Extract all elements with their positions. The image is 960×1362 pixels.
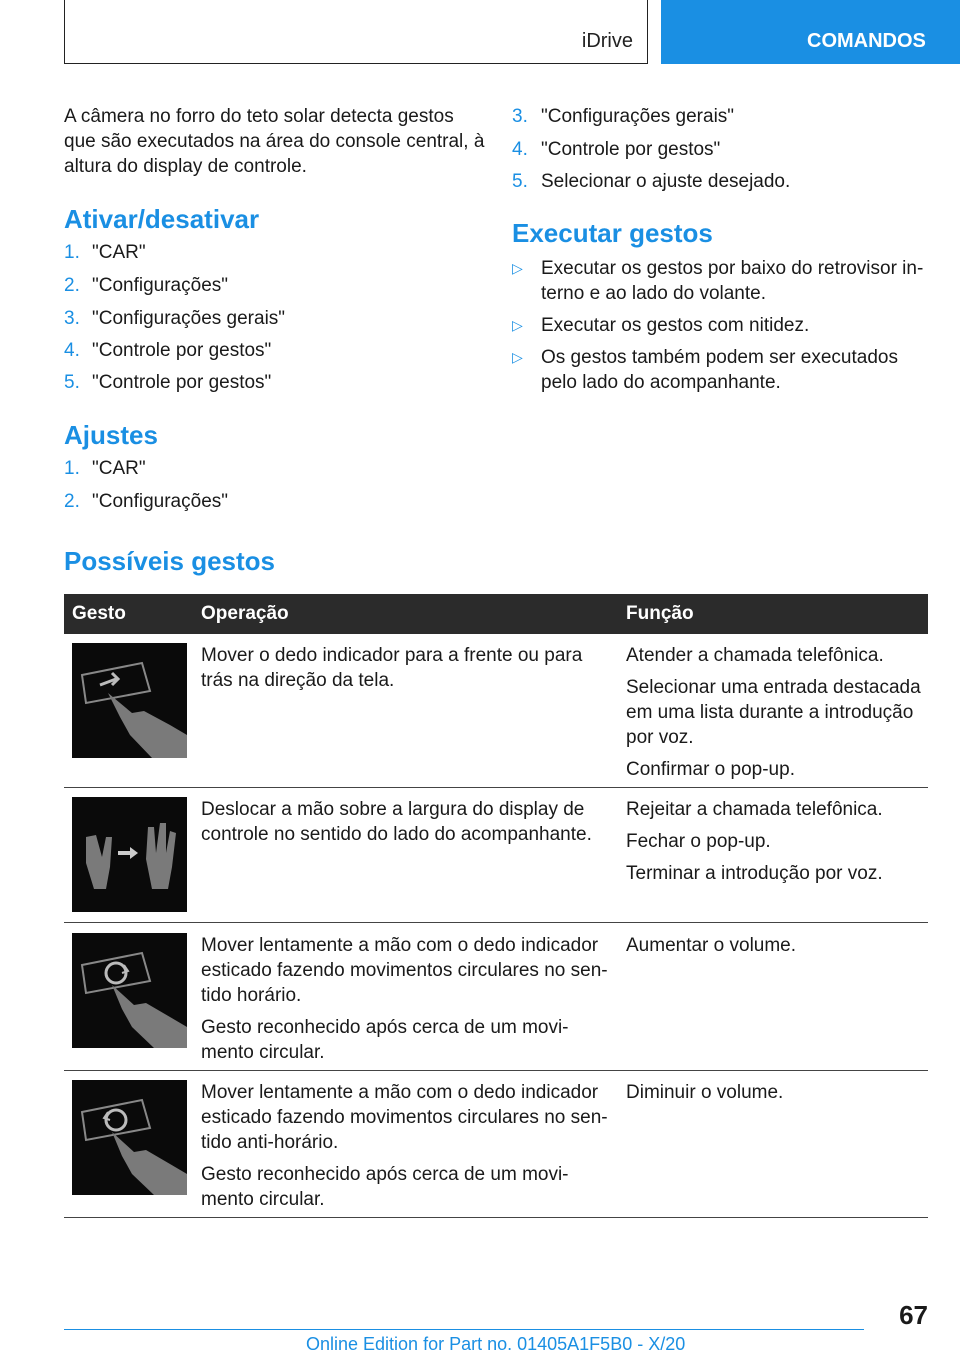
triangle-bullet-icon: ▷ [512, 349, 523, 365]
circle-counterclockwise-gesture-icon [72, 1080, 187, 1195]
list-number: 5. [64, 372, 80, 393]
cell-line: esticado fazendo movimentos circulares no sen- [201, 960, 608, 981]
cell-paragraph [201, 797, 611, 847]
intro-line: A câmera no forro do teto solar detecta gestos [64, 106, 454, 127]
bullet-line: Os gestos também podem ser executados [541, 347, 898, 368]
cell-line: esticado fazendo movimentos circulares no sen- [201, 1107, 608, 1128]
list-text: "Configurações" [92, 491, 229, 512]
cell-paragraph [626, 757, 926, 782]
list-text: "CAR" [92, 242, 146, 263]
cell-line: mento circular. [201, 1042, 325, 1063]
list-text: "Controle por gestos" [92, 340, 272, 361]
cell-paragraph [201, 933, 611, 1008]
header-chapter: COMANDOS [807, 30, 926, 52]
cell-paragraph [626, 829, 926, 854]
triangle-bullet-icon: ▷ [512, 260, 523, 276]
list-item [64, 370, 271, 395]
cell-line: Rejeitar a chamada telefônica. [626, 799, 883, 820]
row-divider [64, 1070, 928, 1071]
hand-swipe-gesture-icon [72, 797, 187, 912]
cell-paragraph [201, 1080, 611, 1155]
list-item [512, 169, 790, 194]
table-cell-operation [201, 933, 611, 1072]
column-header: Gesto [72, 603, 126, 624]
cell-line: controle no sentido do lado do acompanhante. [201, 824, 592, 845]
cell-paragraph [626, 643, 926, 668]
list-item [64, 338, 271, 363]
cell-line: tido anti-horário. [201, 1132, 339, 1153]
cell-paragraph [626, 797, 926, 822]
bullet-line: terno e ao lado do volante. [541, 283, 767, 304]
cell-paragraph [626, 861, 926, 886]
heading-possiveis: Possíveis gestos [64, 546, 275, 576]
heading-ativar: Ativar/desativar [64, 204, 260, 234]
bullet-item [512, 256, 923, 306]
table-cell-function [626, 643, 926, 789]
heading-ajustes: Ajustes [64, 420, 158, 450]
intro-paragraph [64, 104, 484, 179]
list-number: 3. [512, 106, 528, 127]
table-cell-operation [201, 1080, 611, 1219]
list-number: 1. [64, 242, 80, 263]
cell-line: mento circular. [201, 1189, 325, 1210]
list-number: 3. [64, 308, 80, 329]
list-number: 4. [512, 139, 528, 160]
row-divider [64, 922, 928, 923]
column-header: Operação [201, 603, 289, 624]
cell-line: Aumentar o volume. [626, 935, 797, 956]
list-text: "Controle por gestos" [92, 372, 272, 393]
table-cell-function [626, 933, 926, 965]
footer-divider [64, 1329, 864, 1330]
cell-line: Mover lentamente a mão com o dedo indicador [201, 935, 599, 956]
table-header [64, 594, 928, 634]
list-number: 2. [64, 491, 80, 512]
cell-line: Mover o dedo indicador para a frente ou para [201, 645, 583, 666]
cell-line: Gesto reconhecido após cerca de um movi- [201, 1017, 569, 1038]
cell-paragraph [201, 643, 611, 693]
cell-line: Deslocar a mão sobre a largura do display de [201, 799, 585, 820]
header-section-tab [64, 0, 648, 64]
list-item [64, 273, 228, 298]
list-number: 4. [64, 340, 80, 361]
list-number: 5. [512, 171, 528, 192]
cell-line: Fechar o pop-up. [626, 831, 771, 852]
list-text: "Configurações" [92, 275, 229, 296]
cell-line: Terminar a introdução por voz. [626, 863, 883, 884]
table-cell-function [626, 797, 926, 893]
list-item [64, 456, 146, 481]
cell-paragraph [201, 1015, 611, 1065]
cell-line: por voz. [626, 727, 694, 748]
cell-line: Mover lentamente a mão com o dedo indicador [201, 1082, 599, 1103]
bullet-text: Executar os gestos com nitidez. [541, 315, 810, 336]
intro-line: altura do display de controle. [64, 156, 307, 177]
footer-edition: Online Edition for Part no. 01405A1F5B0 - X/20 [306, 1334, 686, 1354]
cell-line: trás na direção da tela. [201, 670, 395, 691]
list-text: "CAR" [92, 458, 146, 479]
bullet-text [541, 345, 898, 395]
bullet-item [512, 345, 898, 395]
list-item [64, 240, 146, 265]
cell-paragraph [626, 1080, 926, 1105]
list-item [64, 306, 285, 331]
column-header: Função [626, 603, 694, 624]
list-item [64, 489, 228, 514]
list-item [512, 137, 720, 162]
row-divider [64, 1217, 928, 1218]
cell-paragraph [626, 675, 926, 750]
list-number: 2. [64, 275, 80, 296]
bullet-text [541, 256, 923, 306]
intro-line: que são executados na área do console central, à [64, 131, 485, 152]
table-cell-function [626, 1080, 926, 1112]
triangle-bullet-icon: ▷ [512, 317, 523, 333]
finger-forward-back-gesture-icon [72, 643, 187, 758]
bullet-line: pelo lado do acompanhante. [541, 372, 781, 393]
header-chapter-tab [661, 0, 960, 64]
circle-clockwise-gesture-icon [72, 933, 187, 1048]
list-text: "Configurações gerais" [92, 308, 286, 329]
list-number: 1. [64, 458, 80, 479]
cell-paragraph [626, 933, 926, 958]
cell-line: Selecionar uma entrada destacada [626, 677, 921, 698]
row-divider [64, 787, 928, 788]
cell-line: Diminuir o volume. [626, 1082, 784, 1103]
cell-line: Confirmar o pop-up. [626, 759, 795, 780]
bullet-line: Executar os gestos por baixo do retrovisor in- [541, 258, 924, 279]
cell-line: Gesto reconhecido após cerca de um movi- [201, 1164, 569, 1185]
cell-line: Atender a chamada telefônica. [626, 645, 884, 666]
cell-paragraph [201, 1162, 611, 1212]
header-section: iDrive [581, 30, 633, 52]
list-text: "Controle por gestos" [541, 139, 721, 160]
page-number: 67 [899, 1300, 928, 1330]
cell-line: tido horário. [201, 985, 302, 1006]
table-cell-operation [201, 643, 611, 700]
list-text: Selecionar o ajuste desejado. [541, 171, 791, 192]
heading-executar: Executar gestos [512, 218, 713, 248]
table-cell-operation [201, 797, 611, 854]
cell-line: em uma lista durante a introdução [626, 702, 914, 723]
bullet-item [512, 313, 809, 338]
list-item [512, 104, 734, 129]
list-text: "Configurações gerais" [541, 106, 735, 127]
